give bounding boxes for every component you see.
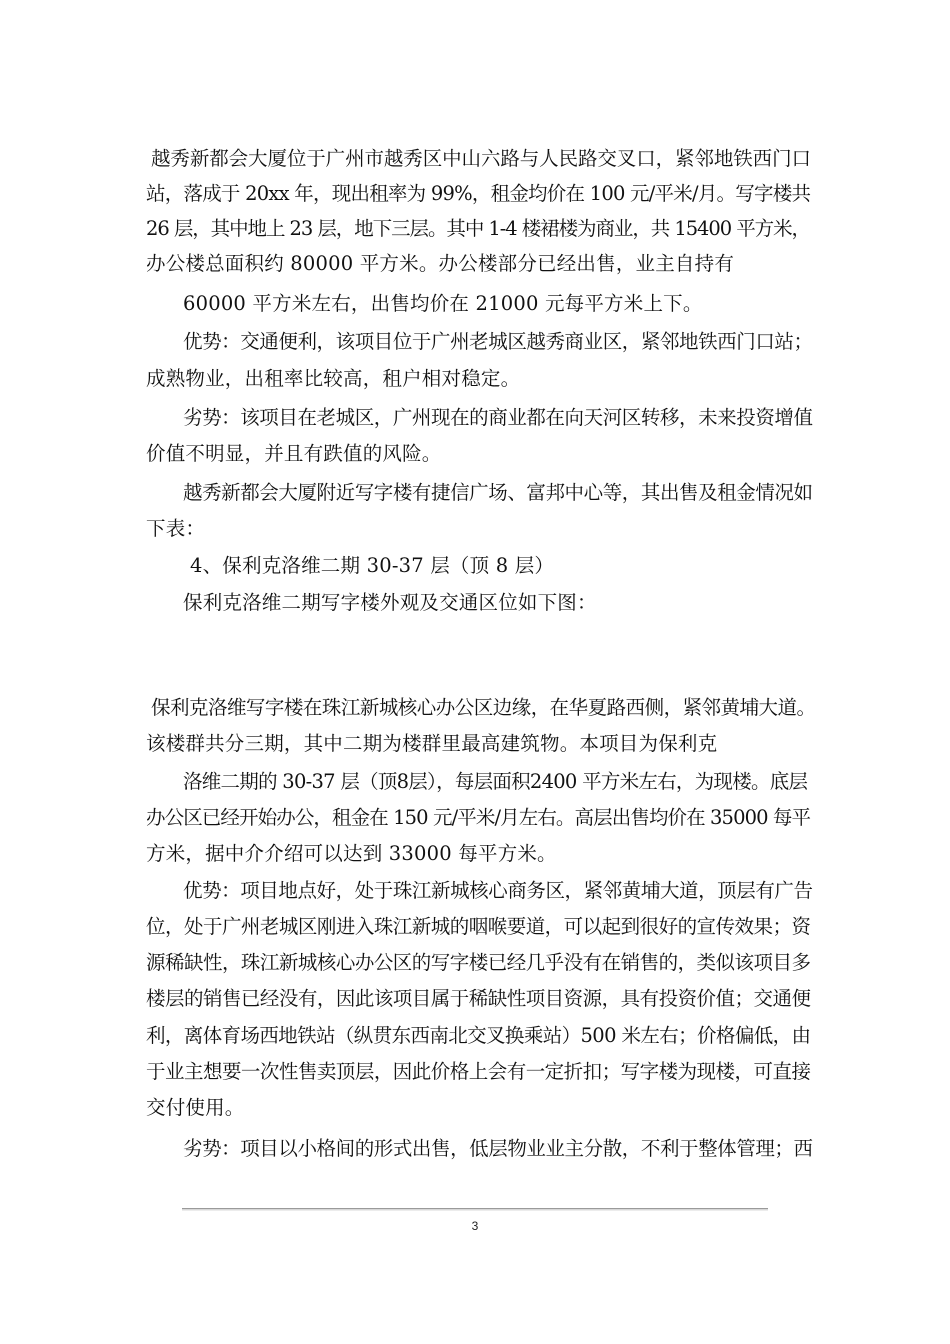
paragraph-line: 价值不明显，并且有跌值的风险。 [146, 442, 442, 465]
paragraph-line: 方米，据中介介绍可以达到 33000 每平方米。 [146, 842, 557, 865]
paragraph-line: 成熟物业，出租率比较高，租户相对稳定。 [146, 367, 521, 390]
paragraph-line: 于业主想要一次性售卖顶层，因此价格上会有一定折扣；写字楼为现楼，可直接 [146, 1060, 811, 1083]
paragraph-line: 交付使用。 [146, 1096, 245, 1119]
paragraph-line: 站，落成于 20xx 年，现出租率为 99%，租金均价在 100 元/平米/月。写字楼共 [146, 182, 811, 205]
paragraph-line: 保利克洛维写字楼在珠江新城核心办公区边缘，在华夏路西侧，紧邻黄埔大道。 [151, 696, 816, 719]
paragraph-line: 源稀缺性，珠江新城核心办公区的写字楼已经几乎没有在销售的，类似该项目多 [146, 951, 811, 974]
paragraph-line: 26 层，其中地上 23 层，地下三层。其中 1-4 楼裙楼为商业，共 15400 平方米， [146, 217, 810, 240]
paragraph-line: 保利克洛维二期写字楼外观及交通区位如下图： [183, 591, 597, 614]
paragraph-line: 劣势：该项目在老城区，广州现在的商业都在向天河区转移，未来投资增值 [183, 406, 813, 429]
paragraph-line: 利，离体育场西地铁站（纵贯东西南北交叉换乘站）500 米左右；价格偏低，由 [146, 1024, 811, 1047]
section-heading: 4、保利克洛维二期 30-37 层（顶 8 层） [190, 554, 555, 577]
paragraph-line: 越秀新都会大厦位于广州市越秀区中山六路与人民路交叉口，紧邻地铁西门口 [151, 147, 811, 170]
paragraph-line: 60000 平方米左右，出售均价在 21000 元每平方米上下。 [183, 292, 703, 315]
paragraph-line: 优势：项目地点好，处于珠江新城核心商务区，紧邻黄埔大道，顶层有广告 [183, 879, 813, 902]
footer-divider [182, 1208, 768, 1209]
page-number: 3 [471, 1219, 479, 1233]
paragraph-line: 该楼群共分三期，其中二期为楼群里最高建筑物。本项目为保利克 [146, 732, 718, 755]
paragraph-line: 越秀新都会大厦附近写字楼有捷信广场、富邦中心等，其出售及租金情况如 [183, 481, 813, 504]
paragraph-line: 位，处于广州老城区刚进入珠江新城的咽喉要道，可以起到很好的宣传效果；资 [146, 915, 811, 938]
paragraph-line: 优势：交通便利，该项目位于广州老城区越秀商业区，紧邻地铁西门口站； [183, 330, 813, 353]
paragraph-line: 洛维二期的 30-37 层（顶8层），每层面积2400 平方米左右，为现楼。底层 [183, 770, 808, 793]
paragraph-line: 下表： [146, 517, 206, 540]
paragraph-line: 劣势：项目以小格间的形式出售，低层物业业主分散，不利于整体管理；西 [183, 1137, 813, 1160]
paragraph-line: 楼层的销售已经没有，因此该项目属于稀缺性项目资源，具有投资价值；交通便 [146, 987, 811, 1010]
paragraph-line: 办公区已经开始办公，租金在 150 元/平米/月左右。高层出售均价在 35000 每平 [146, 806, 811, 829]
paragraph-line: 办公楼总面积约 80000 平方米。办公楼部分已经出售，业主自持有 [146, 252, 735, 275]
